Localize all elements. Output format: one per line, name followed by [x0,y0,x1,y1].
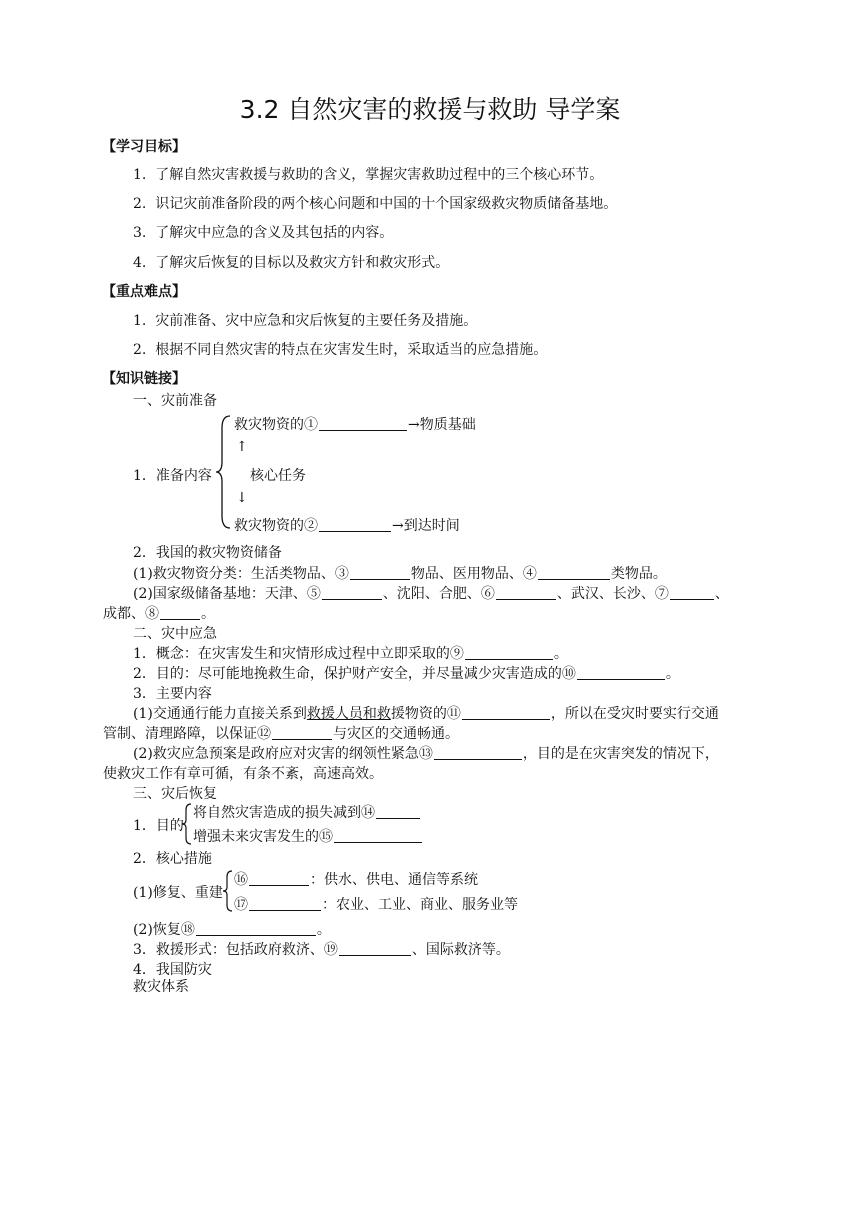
left-brace-icon [222,869,234,913]
forms-line: 3．救援形式：包括政府救济、⑲ 、国际救济等。 [133,942,510,958]
blank-13[interactable] [434,745,522,760]
blank-8[interactable] [160,605,200,620]
prep-bottom-line: 救灾物资的② →到达时间 [234,518,460,534]
up-arrow-icon: ↑ [236,439,248,455]
objectives-heading: 【学习目标】 [102,139,186,155]
blank-9[interactable] [465,645,553,660]
system-heading: 4．我国防灾 [133,962,212,978]
plan-line: (2)救灾应急预案是政府应对灾害的纲领性紧急⑬ ，目的是在灾害突发的情况下， [133,746,719,762]
key-point-item: 1. 灾前准备、灾中应急和灾后恢复的主要任务及措施。 [133,313,478,329]
rebuild-label: (1)修复、重建 [133,885,223,901]
prep-content-label: 1．准备内容 [133,468,212,484]
objective-item: 1. 了解自然灾害救援与救助的含义，掌握灾害救助过程中的三个核心环节。 [133,167,604,183]
blank-16[interactable] [249,871,309,886]
blank-12[interactable] [272,725,332,740]
blank-17[interactable] [249,896,321,911]
part2-heading: 二、灾中应急 [133,626,217,642]
left-brace-icon [214,414,234,530]
reserve-heading: 2．我国的救灾物资储备 [133,545,282,561]
system-heading-cont: 救灾体系 [133,979,189,995]
part1-heading: 一、灾前准备 [133,393,217,409]
objective-item: 2. 识记灾前准备阶段的两个核心问题和中国的十个国家级救灾物质储备基地。 [133,196,618,212]
reserve-classes: (1)救灾物资分类：生活类物品、③ 物品、医用物品、④ 类物品。 [133,566,667,582]
blank-6[interactable] [496,585,556,600]
down-arrow-icon: ↓ [236,490,248,506]
key-point-item: 2. 根据不同自然灾害的特点在灾害发生时，采取适当的应急措施。 [133,342,548,358]
reserve-bases: (2)国家级储备基地：天津、⑤ 、沈阳、合肥、⑥ 、武汉、长沙、⑦ 、 [133,586,729,602]
restore-line: (2)恢复⑱ 。 [133,922,331,938]
concept-line: 1．概念：在灾害发生和灾情形成过程中立即采取的⑨ 。 [133,646,568,662]
knowledge-heading: 【知识链接】 [102,371,186,387]
blank-11[interactable] [462,705,550,720]
measures-heading: 2．核心措施 [133,851,212,867]
blank-2[interactable] [319,517,391,532]
goal-line-1: 将自然灾害造成的损失减到⑭ [193,802,421,822]
objective-item: 3. 了解灾中应急的含义及其包括的内容。 [133,225,394,241]
blank-15[interactable] [334,828,422,843]
plan-line-cont: 使救灾工作有章可循，有条不紊，高速高效。 [103,766,383,782]
purpose-line: 2．目的：尽可能地挽救生命，保护财产安全，并尽量减少灾害造成的⑩ 。 [133,666,680,682]
rebuild-line-2: ⑰ ：农业、工业、商业、服务业等 [234,897,518,913]
goal-label: 1．目的 [133,818,184,834]
blank-3[interactable] [350,565,410,580]
blank-10[interactable] [577,665,665,680]
part3-heading: 三、灾后恢复 [133,786,217,802]
page-title: 3.2 自然灾害的救援与救助 导学案 [239,95,621,124]
prep-top-line: 救灾物资的① →物质基础 [234,417,476,433]
objective-item: 4. 了解灾后恢复的目标以及救灾方针和救灾形式。 [133,255,450,271]
content-heading: 3．主要内容 [133,686,212,702]
blank-14[interactable] [376,804,420,819]
key-points-heading: 【重点难点】 [102,284,186,300]
blank-5[interactable] [322,585,382,600]
blank-4[interactable] [538,565,610,580]
blank-19[interactable] [339,941,411,956]
blank-7[interactable] [670,585,714,600]
left-brace-icon [181,802,193,846]
blank-18[interactable] [196,921,316,936]
blank-1[interactable] [319,416,407,431]
rebuild-line-1: ⑯ ：供水、供电、通信等系统 [234,872,478,888]
traffic-line-cont: 管制、清理路障，以保证⑫ 与灾区的交通畅通。 [103,726,459,742]
goal-line-2: 增强未来灾害发生的⑮ [193,826,423,846]
core-task-label: 核心任务 [250,468,306,484]
reserve-bases-cont: 成都、⑧ 。 [103,606,215,622]
traffic-line: (1)交通通行能力直接关系到救援人员和救援物资的⑪ ，所以在受灾时要实行交通 [133,706,719,722]
